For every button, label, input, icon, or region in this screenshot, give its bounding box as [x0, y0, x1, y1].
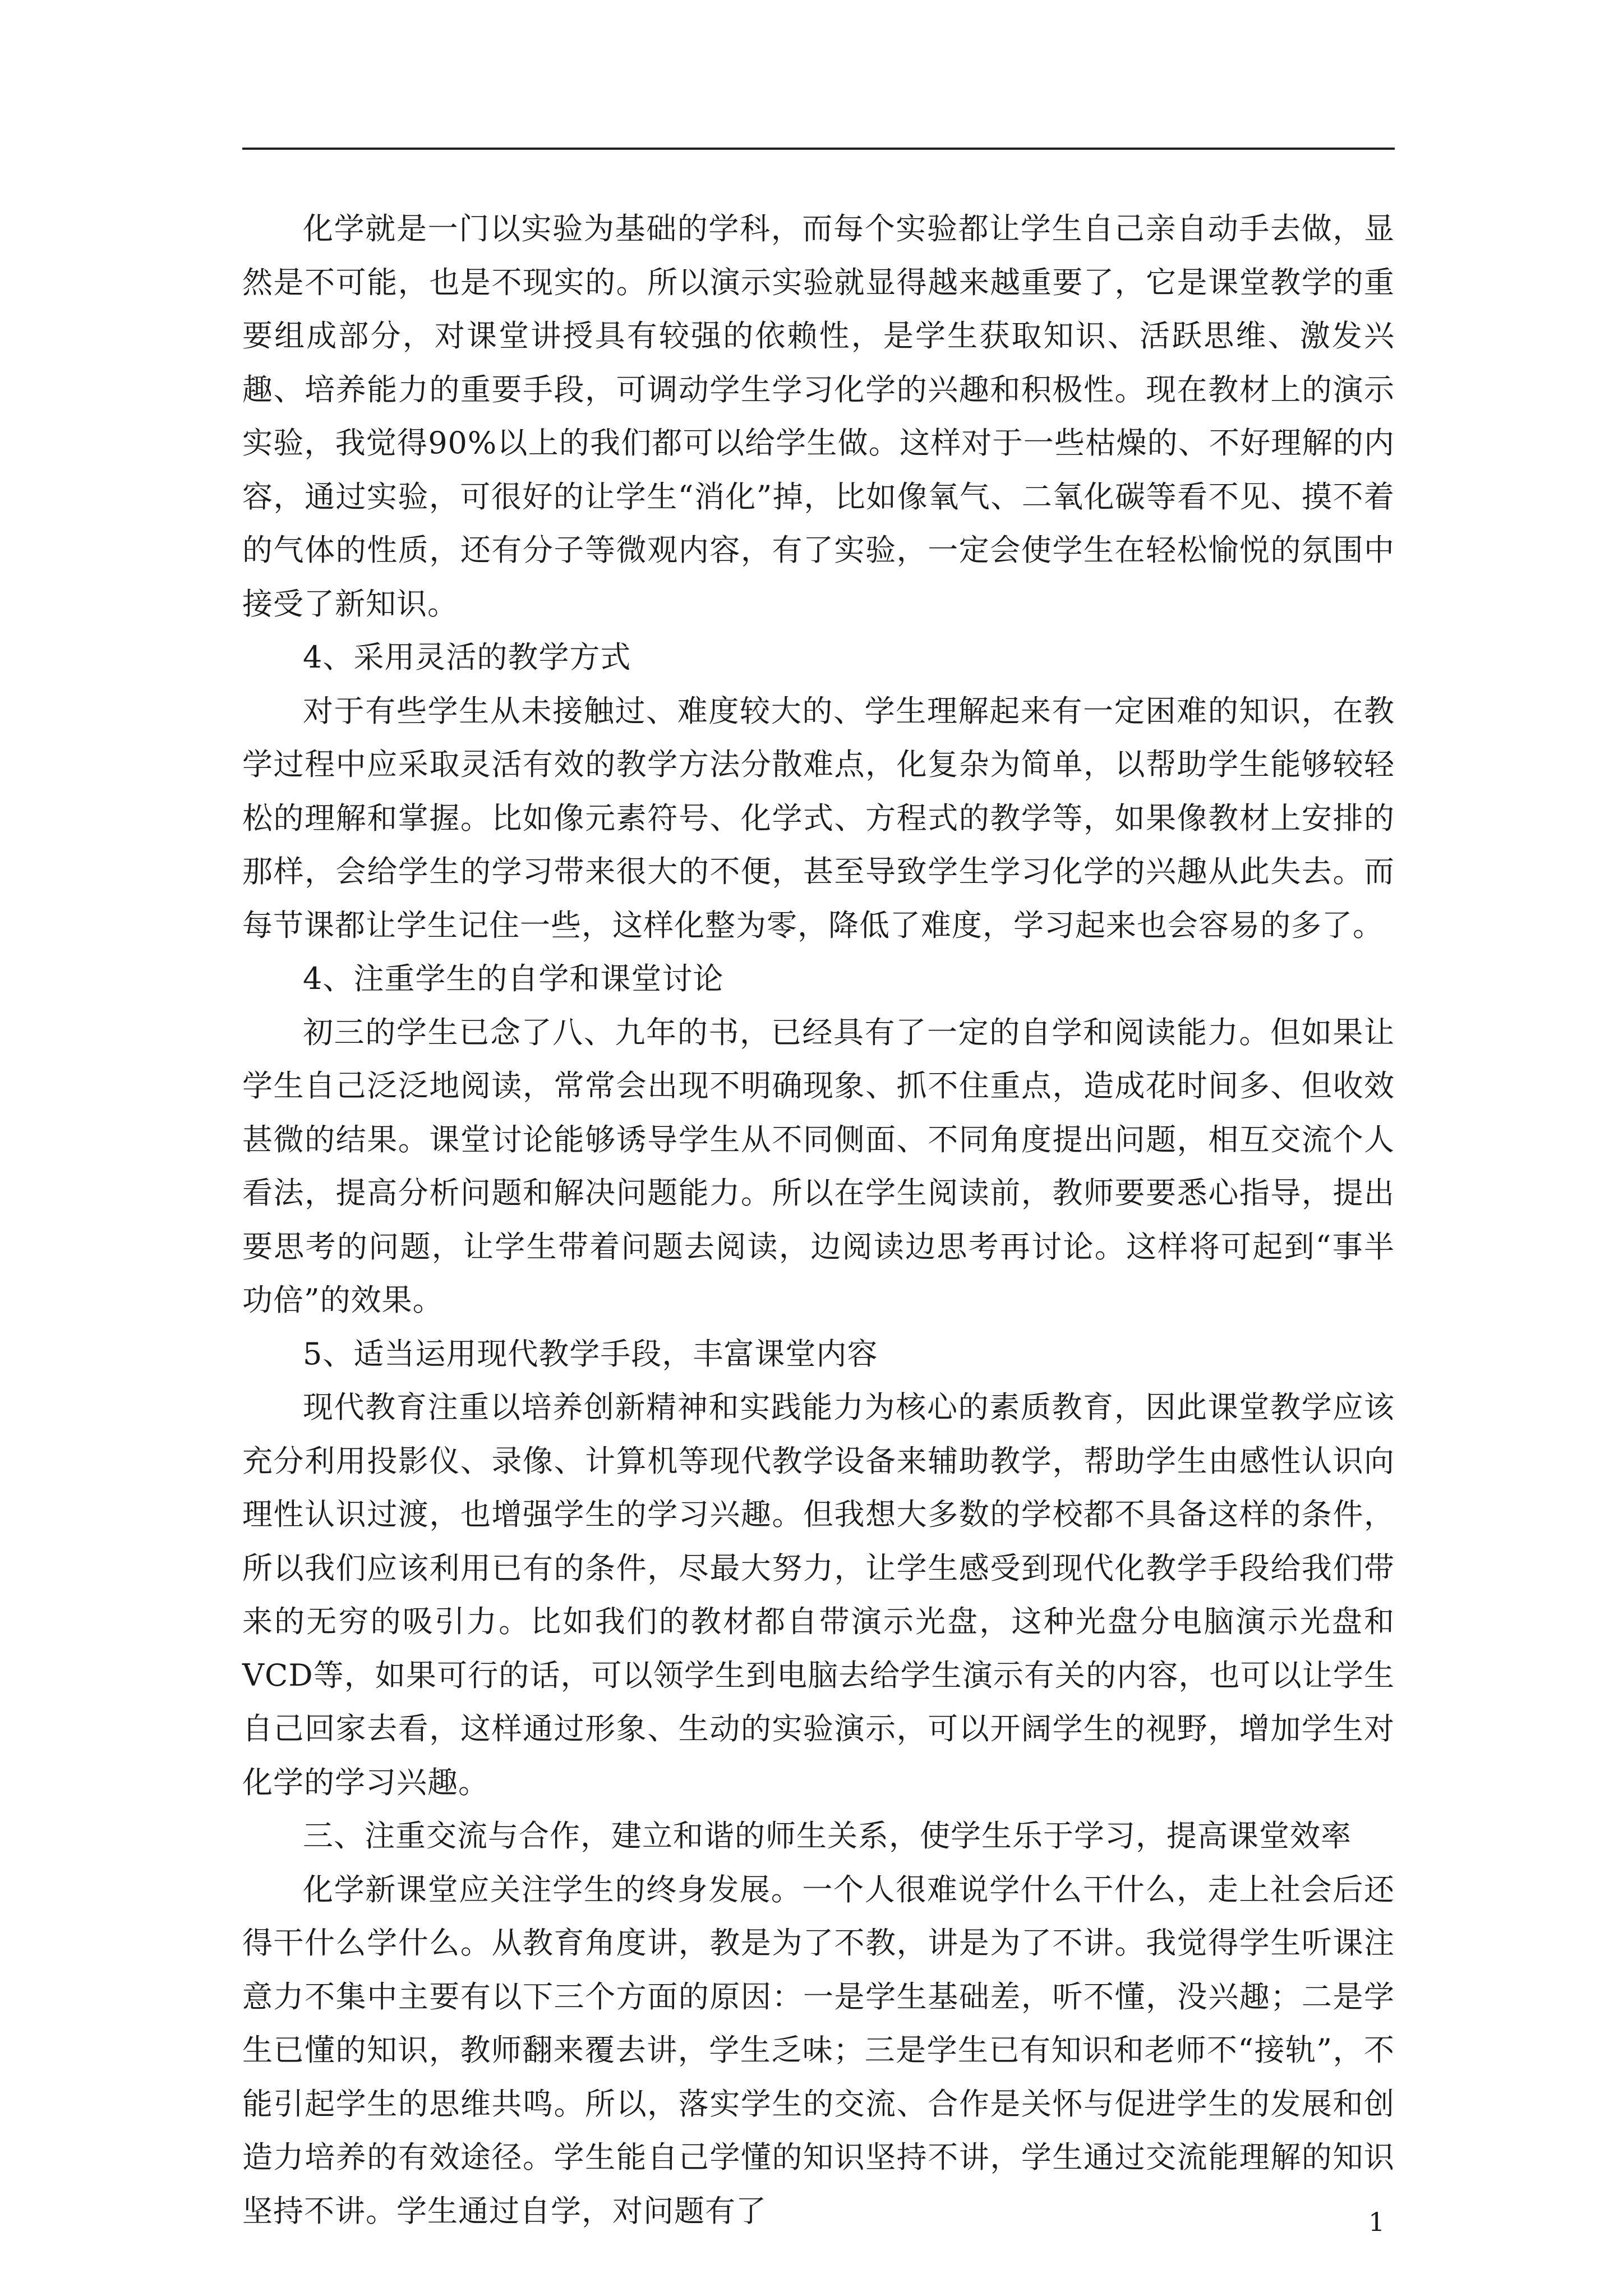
section-heading-communication-cooperation: 三、注重交流与合作，建立和谐的师生关系，使学生乐于学习，提高课堂效率	[303, 1818, 1352, 1853]
page-number: 1	[1368, 2207, 1385, 2237]
header-rule	[242, 148, 1395, 150]
section-heading-modern-teaching-means: 5、适当运用现代教学手段，丰富课堂内容	[303, 1336, 878, 1372]
paragraph-communication-cooperation: 化学新课堂应关注学生的终身发展。一个人很难说学什么干什么，走上社会后还得干什么学什么。从教育角度讲，教是为了不教，讲是为了不讲。我觉得学生听课注意力不集中主要有以下三个方面的原因：一是学生基础差，听不懂，没兴趣；二是学生已懂的知识，教师翻来覆去讲，学生乏味；三是学生已有知识和老师不“接轨”，不能引起学生的思维共鸣。所以，落实学生的交流、合作是关怀与促进学生的发展和创造力培养的有效途径。学生能自己学懂的知识坚持不讲，学生通过交流能理解的知识坚持不讲。学生通过自学，对问题有了	[242, 1871, 1395, 2229]
section-heading-self-study-discussion: 4、注重学生的自学和课堂讨论	[303, 961, 724, 996]
section-heading-flexible-teaching: 4、采用灵活的教学方式	[303, 639, 631, 675]
paragraph-self-study-discussion: 初三的学生已念了八、九年的书，已经具有了一定的自学和阅读能力。但如果让学生自己泛泛地阅读，常常会出现不明确现象、抓不住重点，造成花时间多、但收效甚微的结果。课堂讨论能够诱导学生从不同侧面、不同角度提出问题，相互交流个人看法，提高分析问题和解决问题能力。所以在学生阅读前，教师要要悉心指导，提出要思考的问题，让学生带着问题去阅读，边阅读边思考再讨论。这样将可起到“事半功倍”的效果。	[242, 1014, 1395, 1318]
paragraph-flexible-teaching: 对于有些学生从未接触过、难度较大的、学生理解起来有一定困难的知识，在教学过程中应采取灵活有效的教学方法分散难点，化复杂为简单，以帮助学生能够较轻松的理解和掌握。比如像元素符号、化学式、方程式的教学等，如果像教材上安排的那样，会给学生的学习带来很大的不便，甚至导致学生学习化学的兴趣从此失去。而每节课都让学生记住一些，这样化整为零，降低了难度，学习起来也会容易的多了。	[242, 693, 1395, 943]
paragraph-demo-experiments: 化学就是一门以实验为基础的学科，而每个实验都让学生自己亲自动手去做，显然是不可能，也是不现实的。所以演示实验就显得越来越重要了，它是课堂教学的重要组成部分，对课堂讲授具有较强的依赖性，是学生获取知识、活跃思维、激发兴趣、培养能力的重要手段，可调动学生学习化学的兴趣和积极性。现在教材上的演示实验，我觉得90%以上的我们都可以给学生做。这样对于一些枯燥的、不好理解的内容，通过实验，可很好的让学生“消化”掉，比如像氧气、二氧化碳等看不见、摸不着的气体的性质，还有分子等微观内容，有了实验，一定会使学生在轻松愉悦的氛围中接受了新知识。	[242, 211, 1395, 622]
paragraph-modern-teaching-means: 现代教育注重以培养创新精神和实践能力为核心的素质教育，因此课堂教学应该充分利用投影仪、录像、计算机等现代教学设备来辅助教学，帮助学生由感性认识向理性认识过渡，也增强学生的学习兴趣。但我想大多数的学校都不具备这样的条件，所以我们应该利用已有的条件，尽最大努力，让学生感受到现代化教学手段给我们带来的无穷的吸引力。比如我们的教材都自带演示光盘，这种光盘分电脑演示光盘和VCD等，如果可行的话，可以领学生到电脑去给学生演示有关的内容，也可以让学生自己回家去看，这样通过形象、生动的实验演示，可以开阔学生的视野，增加学生对化学的学习兴趣。	[242, 1389, 1395, 1800]
document-body	[242, 202, 1395, 2238]
